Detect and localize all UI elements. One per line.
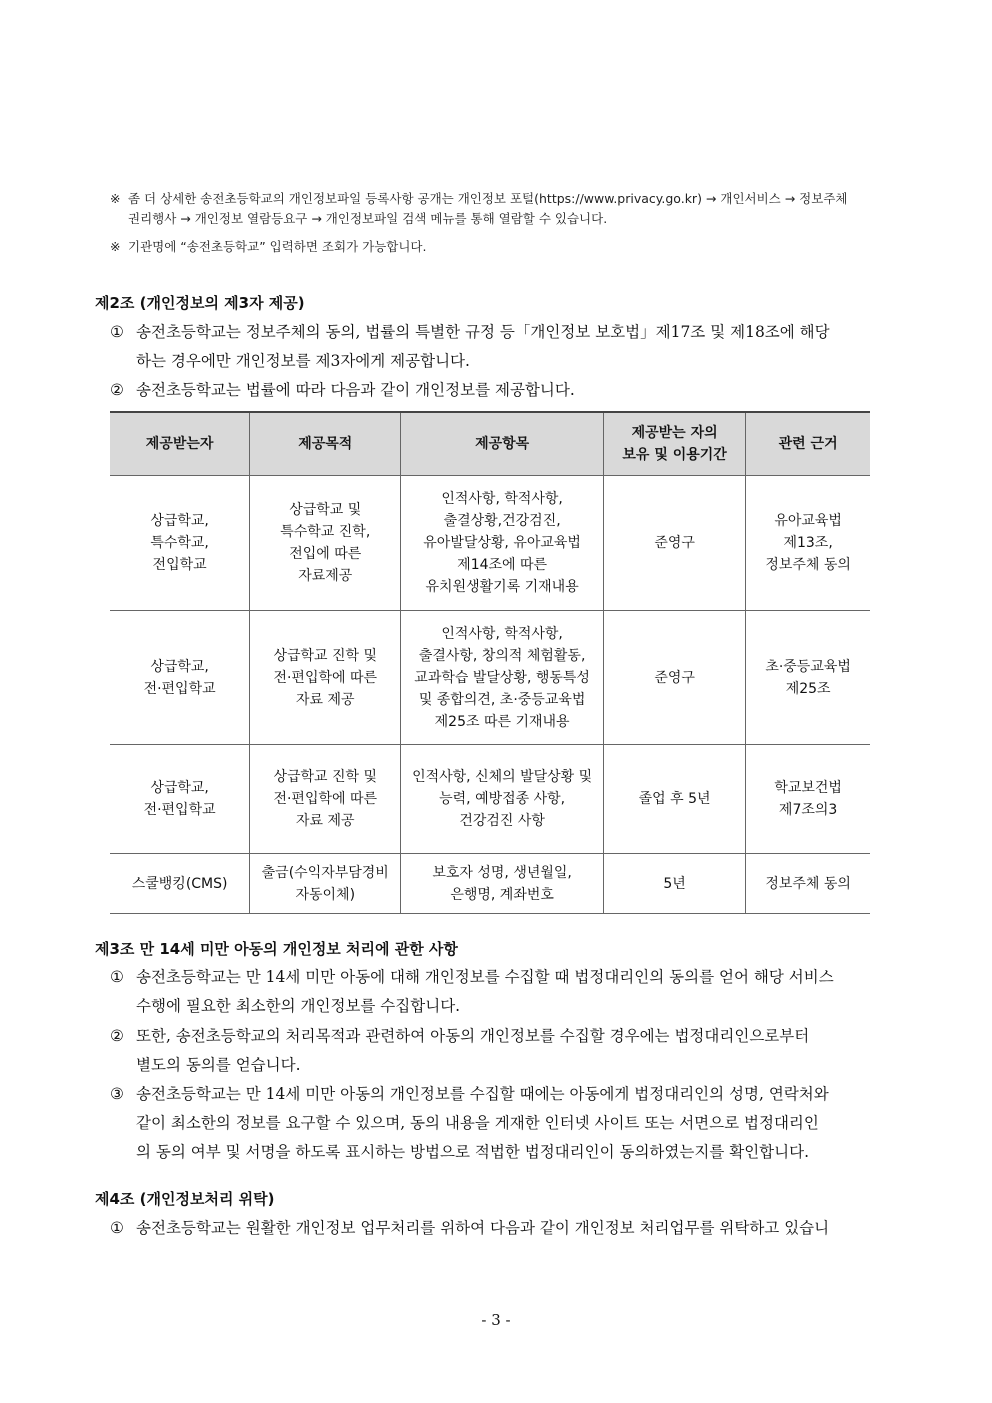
cell-line: 유아발달상황, 유아교육법 bbox=[423, 535, 581, 551]
cell-line: 전입에 따른 bbox=[289, 546, 362, 562]
cell-line: 정보주체 동의 bbox=[765, 875, 851, 892]
article-2-paragraph-1 bbox=[110, 318, 900, 376]
cell-line: 전·편입학교 bbox=[143, 802, 216, 818]
cell-line: 상급학교, bbox=[150, 658, 209, 675]
purpose-cell bbox=[250, 854, 401, 914]
cell-line: 상급학교 진학 및 bbox=[273, 769, 378, 785]
circled-number: ② bbox=[110, 381, 124, 399]
cell-line: 인적사항, 학적사항, bbox=[441, 491, 563, 507]
items-cell bbox=[401, 476, 604, 611]
cell-line: 은행명, 계좌번호 bbox=[450, 886, 554, 903]
paragraph-line: 별도의 동의를 얻습니다. bbox=[136, 1056, 301, 1074]
cell-line: 특수학교, bbox=[150, 535, 209, 551]
cell-line: 제25조 bbox=[785, 680, 831, 697]
cell-line: 전·편입학에 따른 bbox=[273, 669, 378, 686]
paragraph-line: 하는 경우에만 개인정보를 제3자에게 제공합니다. bbox=[136, 352, 470, 370]
paragraph-line: 송전초등학교는 원활한 개인정보 업무처리를 위하여 다음과 같이 개인정보 처리업무를 위탁하고 있습니 bbox=[136, 1219, 830, 1237]
purpose-cell bbox=[250, 745, 401, 854]
cell-line: 인적사항, 신체의 발달상황 및 bbox=[412, 769, 593, 785]
table-row bbox=[110, 611, 870, 745]
header-recipient: 제공받는자 bbox=[110, 412, 250, 476]
cell-line: 상급학교 진학 및 bbox=[273, 647, 378, 664]
paragraph-line: 같이 최소한의 정보를 요구할 수 있으며, 동의 내용을 게재한 인터넷 사이트 또는 서면으로 법정대리인 bbox=[136, 1114, 819, 1132]
circled-number: ① bbox=[110, 323, 124, 341]
paragraph-line: 송전초등학교는 법률에 따라 다음과 같이 개인정보를 제공합니다. bbox=[136, 381, 575, 399]
purpose-cell bbox=[250, 476, 401, 611]
cell-line: 능력, 예방접종 사항, bbox=[439, 791, 566, 807]
period-cell: 준영구 bbox=[603, 476, 745, 611]
paragraph-line: 수행에 필요한 최소한의 개인정보를 수집합니다. bbox=[136, 997, 461, 1015]
portal-notice bbox=[110, 189, 910, 229]
cell-line: 상급학교, bbox=[150, 780, 209, 796]
circled-number: ② bbox=[110, 1027, 124, 1045]
period-cell: 5년 bbox=[603, 854, 745, 914]
basis-cell bbox=[746, 745, 870, 854]
article-3-title: 제3조 만 14세 미만 아동의 개인정보 처리에 관한 사항 bbox=[95, 940, 458, 958]
cell-line: 제25조 따른 기재내용 bbox=[434, 713, 570, 730]
circled-number: ③ bbox=[110, 1085, 124, 1103]
search-notice-line: 기관명에 “송전초등학교” 입력하면 조회가 가능합니다. bbox=[128, 239, 427, 254]
cell-line: 출결상황,건강검진, bbox=[443, 513, 561, 529]
article-3-paragraph-2 bbox=[110, 1022, 900, 1080]
portal-notice-line-1: 좀 더 상세한 송전초등학교의 개인정보파일 등록사항 공개는 개인정보 포털(https://www.privacy.go.kr) → 개인서비스 → 정보주체 bbox=[128, 191, 848, 206]
header-line: 제공받는 자의 bbox=[631, 425, 718, 441]
cell-line: 전입학교 bbox=[152, 557, 207, 573]
page-number: - 3 - bbox=[481, 1311, 511, 1329]
circled-number: ① bbox=[110, 1219, 124, 1237]
purpose-cell bbox=[250, 611, 401, 745]
header-legal-basis: 관련 근거 bbox=[746, 412, 870, 476]
table-row bbox=[110, 476, 870, 611]
cell-line: 교과학습 발달상황, 행동특성 bbox=[414, 669, 590, 686]
period-cell: 준영구 bbox=[603, 611, 745, 745]
cell-line: 자료 제공 bbox=[295, 691, 355, 708]
table-row bbox=[110, 745, 870, 854]
article-3-paragraph-1 bbox=[110, 963, 900, 1021]
cell-line: 특수학교 진학, bbox=[280, 524, 371, 540]
reference-mark: ※ bbox=[110, 191, 121, 206]
cell-line: 전·편입학에 따른 bbox=[273, 791, 378, 807]
third-party-provision-table bbox=[110, 411, 870, 914]
table-header-row bbox=[110, 412, 870, 476]
paragraph-line: 송전초등학교는 정보주체의 동의, 법률의 특별한 규정 등「개인정보 보호법」제17조 및 제18조에 해당 bbox=[136, 323, 830, 341]
cell-line: 초·중등교육법 bbox=[765, 658, 851, 675]
article-3-paragraph-3 bbox=[110, 1080, 900, 1167]
cell-line: 건강검진 사항 bbox=[459, 813, 545, 829]
article-4-paragraph-1 bbox=[110, 1214, 900, 1243]
header-purpose: 제공목적 bbox=[250, 412, 401, 476]
items-cell bbox=[401, 611, 604, 745]
cell-line: 자료 제공 bbox=[295, 813, 355, 829]
recipient-cell bbox=[110, 611, 250, 745]
article-2-paragraph-2 bbox=[110, 376, 900, 405]
article-2-title: 제2조 (개인정보의 제3자 제공) bbox=[95, 294, 305, 312]
cell-line: 및 종합의견, 초·중등교육법 bbox=[418, 691, 586, 708]
basis-cell bbox=[746, 854, 870, 914]
header-retention-period bbox=[603, 412, 745, 476]
cell-line: 학교보건법 bbox=[774, 780, 842, 796]
cell-line: 스쿨뱅킹(CMS) bbox=[131, 875, 228, 892]
items-cell bbox=[401, 854, 604, 914]
paragraph-line: 송전초등학교는 만 14세 미만 아동의 개인정보를 수집할 때에는 아동에게 법정대리인의 성명, 연락처와 bbox=[136, 1085, 829, 1103]
recipient-cell bbox=[110, 476, 250, 611]
cell-line: 인적사항, 학적사항, bbox=[441, 625, 563, 642]
cell-line: 출금(수익자부담경비 bbox=[261, 864, 389, 881]
cell-line: 제7조의3 bbox=[778, 802, 838, 818]
cell-line: 상급학교 및 bbox=[289, 502, 362, 518]
cell-line: 유치원생활기록 기재내용 bbox=[425, 579, 579, 595]
period-cell: 졸업 후 5년 bbox=[603, 745, 745, 854]
paragraph-line: 또한, 송전초등학교의 처리목적과 관련하여 아동의 개인정보를 수집할 경우에는 법정대리인으로부터 bbox=[136, 1027, 810, 1045]
paragraph-line: 의 동의 여부 및 서명을 하도록 표시하는 방법으로 적법한 법정대리인이 동의하였는지를 확인합니다. bbox=[136, 1143, 810, 1161]
table-row bbox=[110, 854, 870, 914]
cell-line: 자료제공 bbox=[298, 568, 353, 584]
items-cell bbox=[401, 745, 604, 854]
cell-line: 전·편입학교 bbox=[143, 680, 216, 697]
basis-cell bbox=[746, 476, 870, 611]
header-line: 보유 및 이용기간 bbox=[622, 447, 727, 463]
circled-number: ① bbox=[110, 968, 124, 986]
cell-line: 정보주체 동의 bbox=[765, 557, 851, 573]
portal-notice-line-2: 권리행사 → 개인정보 열람등요구 → 개인정보파일 검색 메뉴를 통해 열람할 수 있습니다. bbox=[128, 211, 608, 226]
recipient-cell bbox=[110, 745, 250, 854]
cell-line: 출결사항, 창의적 체험활동, bbox=[418, 647, 586, 664]
reference-mark: ※ bbox=[110, 239, 121, 254]
cell-line: 제13조, bbox=[783, 535, 833, 551]
header-items: 제공항목 bbox=[401, 412, 604, 476]
cell-line: 보호자 성명, 생년월일, bbox=[432, 864, 572, 881]
cell-line: 유아교육법 bbox=[774, 513, 842, 529]
basis-cell bbox=[746, 611, 870, 745]
cell-line: 상급학교, bbox=[150, 513, 209, 529]
recipient-cell bbox=[110, 854, 250, 914]
article-4-title: 제4조 (개인정보처리 위탁) bbox=[95, 1190, 275, 1208]
search-notice bbox=[110, 237, 910, 257]
paragraph-line: 송전초등학교는 만 14세 미만 아동에 대해 개인정보를 수집할 때 법정대리인의 동의를 얻어 해당 서비스 bbox=[136, 968, 834, 986]
cell-line: 제14조에 따른 bbox=[457, 557, 548, 573]
cell-line: 자동이체) bbox=[295, 886, 356, 903]
